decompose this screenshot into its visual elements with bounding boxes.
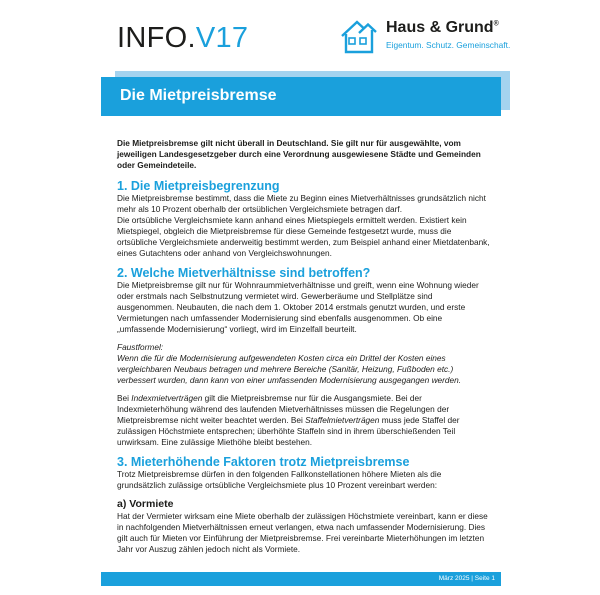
section-2-heading: 2. Welche Mietverhältnisse sind betroffen? xyxy=(117,266,371,280)
title-band xyxy=(101,77,501,116)
section-3-paragraph-1: Trotz Mietpreisbremse dürfen in den folgenden Fallkonstellationen höhere Mieten als die grundsätzlich zulässige ortsübliche Vergleichsmiete plus 10 Prozent vereinbart werden: xyxy=(117,469,442,490)
section-1-paragraph-2: Die ortsübliche Vergleichsmiete kann anhand eines Mietspiegels ermittelt werden. Existiert kein Mietspiegel, obgleich die Mietpreisbremse für diese Gemeinde festgesetzt wurde, muss die ortsübliche Vergleichsmiete anderweitig bestimmt werden, zum Beispiel anhand einer Mietdatenbank, eines Gutachtens oder anhand von Vergleichswohnungen. xyxy=(117,215,490,258)
info-title xyxy=(117,24,248,53)
info-version: V17 xyxy=(195,22,249,54)
faustformel-text: Wenn die für die Modernisierung aufgewendeten Kosten circa ein Drittel der Kosten eines vergleichbaren Neubaus betragen und mehrere Bereiche (Sanitär, Heizung, Fußboden etc.) verbessert wurden, dann kann von einer umfassenden Modernisierung ausgegangen werden. xyxy=(117,353,462,385)
section-1-paragraph-1: Die Mietpreisbremse bestimmt, dass die Miete zu Beginn eines Mietverhältnisses grundsätzlich nicht mehr als 10 Prozent oberhalb der ortsüblichen Vergleichsmiete betragen darf. xyxy=(117,193,486,214)
logo-tagline: Eigentum. Schutz. Gemeinschaft. xyxy=(386,40,511,50)
section-3-heading: 3. Mieterhöhende Faktoren trotz Mietpreisbremse xyxy=(117,455,410,469)
logo-name: Haus & Grund® xyxy=(386,19,499,36)
faustformel-label: Faustformel: xyxy=(117,342,164,352)
vormiete-paragraph: Hat der Vermieter wirksam eine Miete oberhalb der zulässigen Höchstmiete vereinbart, kann er diese in nachfolgenden Mietverhältnissen erneut verlangen, etwa nach umfassender Modernisierung. Dies gilt auch für Mieten vor Einführung der Mietpreisbremse. Frei vereinbarte Mieterhöhungen im letzten Jahr vor Auszug zählen jedoch nicht als Vormiete. xyxy=(117,511,488,554)
haus-grund-logo xyxy=(340,17,515,57)
intro-paragraph: Die Mietpreisbremse gilt nicht überall in Deutschland. Sie gilt nur für ausgewählte, vom jeweiligen Landesgesetzgeber durch eine Verordnung ausgewiesene Städte und Gemeinden oder Gemeindeteile. xyxy=(117,138,481,170)
section-2-paragraph-1: Die Mietpreisbremse gilt nur für Wohnraummietverhältnisse und greift, wenn eine Wohnung wieder oder erstmals nach Selbstnutzung vermietet wird. Gewerberäume und Stellplätze sind ausgenommen. Neubauten, die nach dem 1. Oktober 2014 erstmals genutzt wurden, und erste Vermietungen nach umfassender Modernisierung sind ebenfalls ausgenommen. Ob eine „umfassende Modernisierung“ vorliegt, wird im Einzelfall beurteilt. xyxy=(117,280,479,334)
footer-bar xyxy=(101,572,501,586)
document-body xyxy=(117,138,490,555)
section-2-paragraph-3: Bei Indexmietverträgen gilt die Mietpreisbremse nur für die Ausgangsmiete. Bei der Indexmieterhöhung während des laufenden Mietverhältnisses müssen die Regelungen der Mietpreisbremse nicht weiter beachtet werden. Bei Staffelmietverträgen muss jede Staffel der zulässigen Höchstmiete entsprechen; überhöhte Staffeln sind in ihrem überschießenden Teil unwirksam. Eine zulässige Miethöhe bleibt bestehen. xyxy=(117,393,460,447)
footer-date-page: März 2025 | Seite 1 xyxy=(438,575,495,582)
page-title: Die Mietpreisbremse xyxy=(120,87,277,104)
section-1-heading: 1. Die Mietpreisbegrenzung xyxy=(117,179,280,193)
vormiete-heading: a) Vormiete xyxy=(117,498,174,510)
info-prefix: INFO. xyxy=(117,22,196,54)
house-logo-icon xyxy=(340,17,378,55)
